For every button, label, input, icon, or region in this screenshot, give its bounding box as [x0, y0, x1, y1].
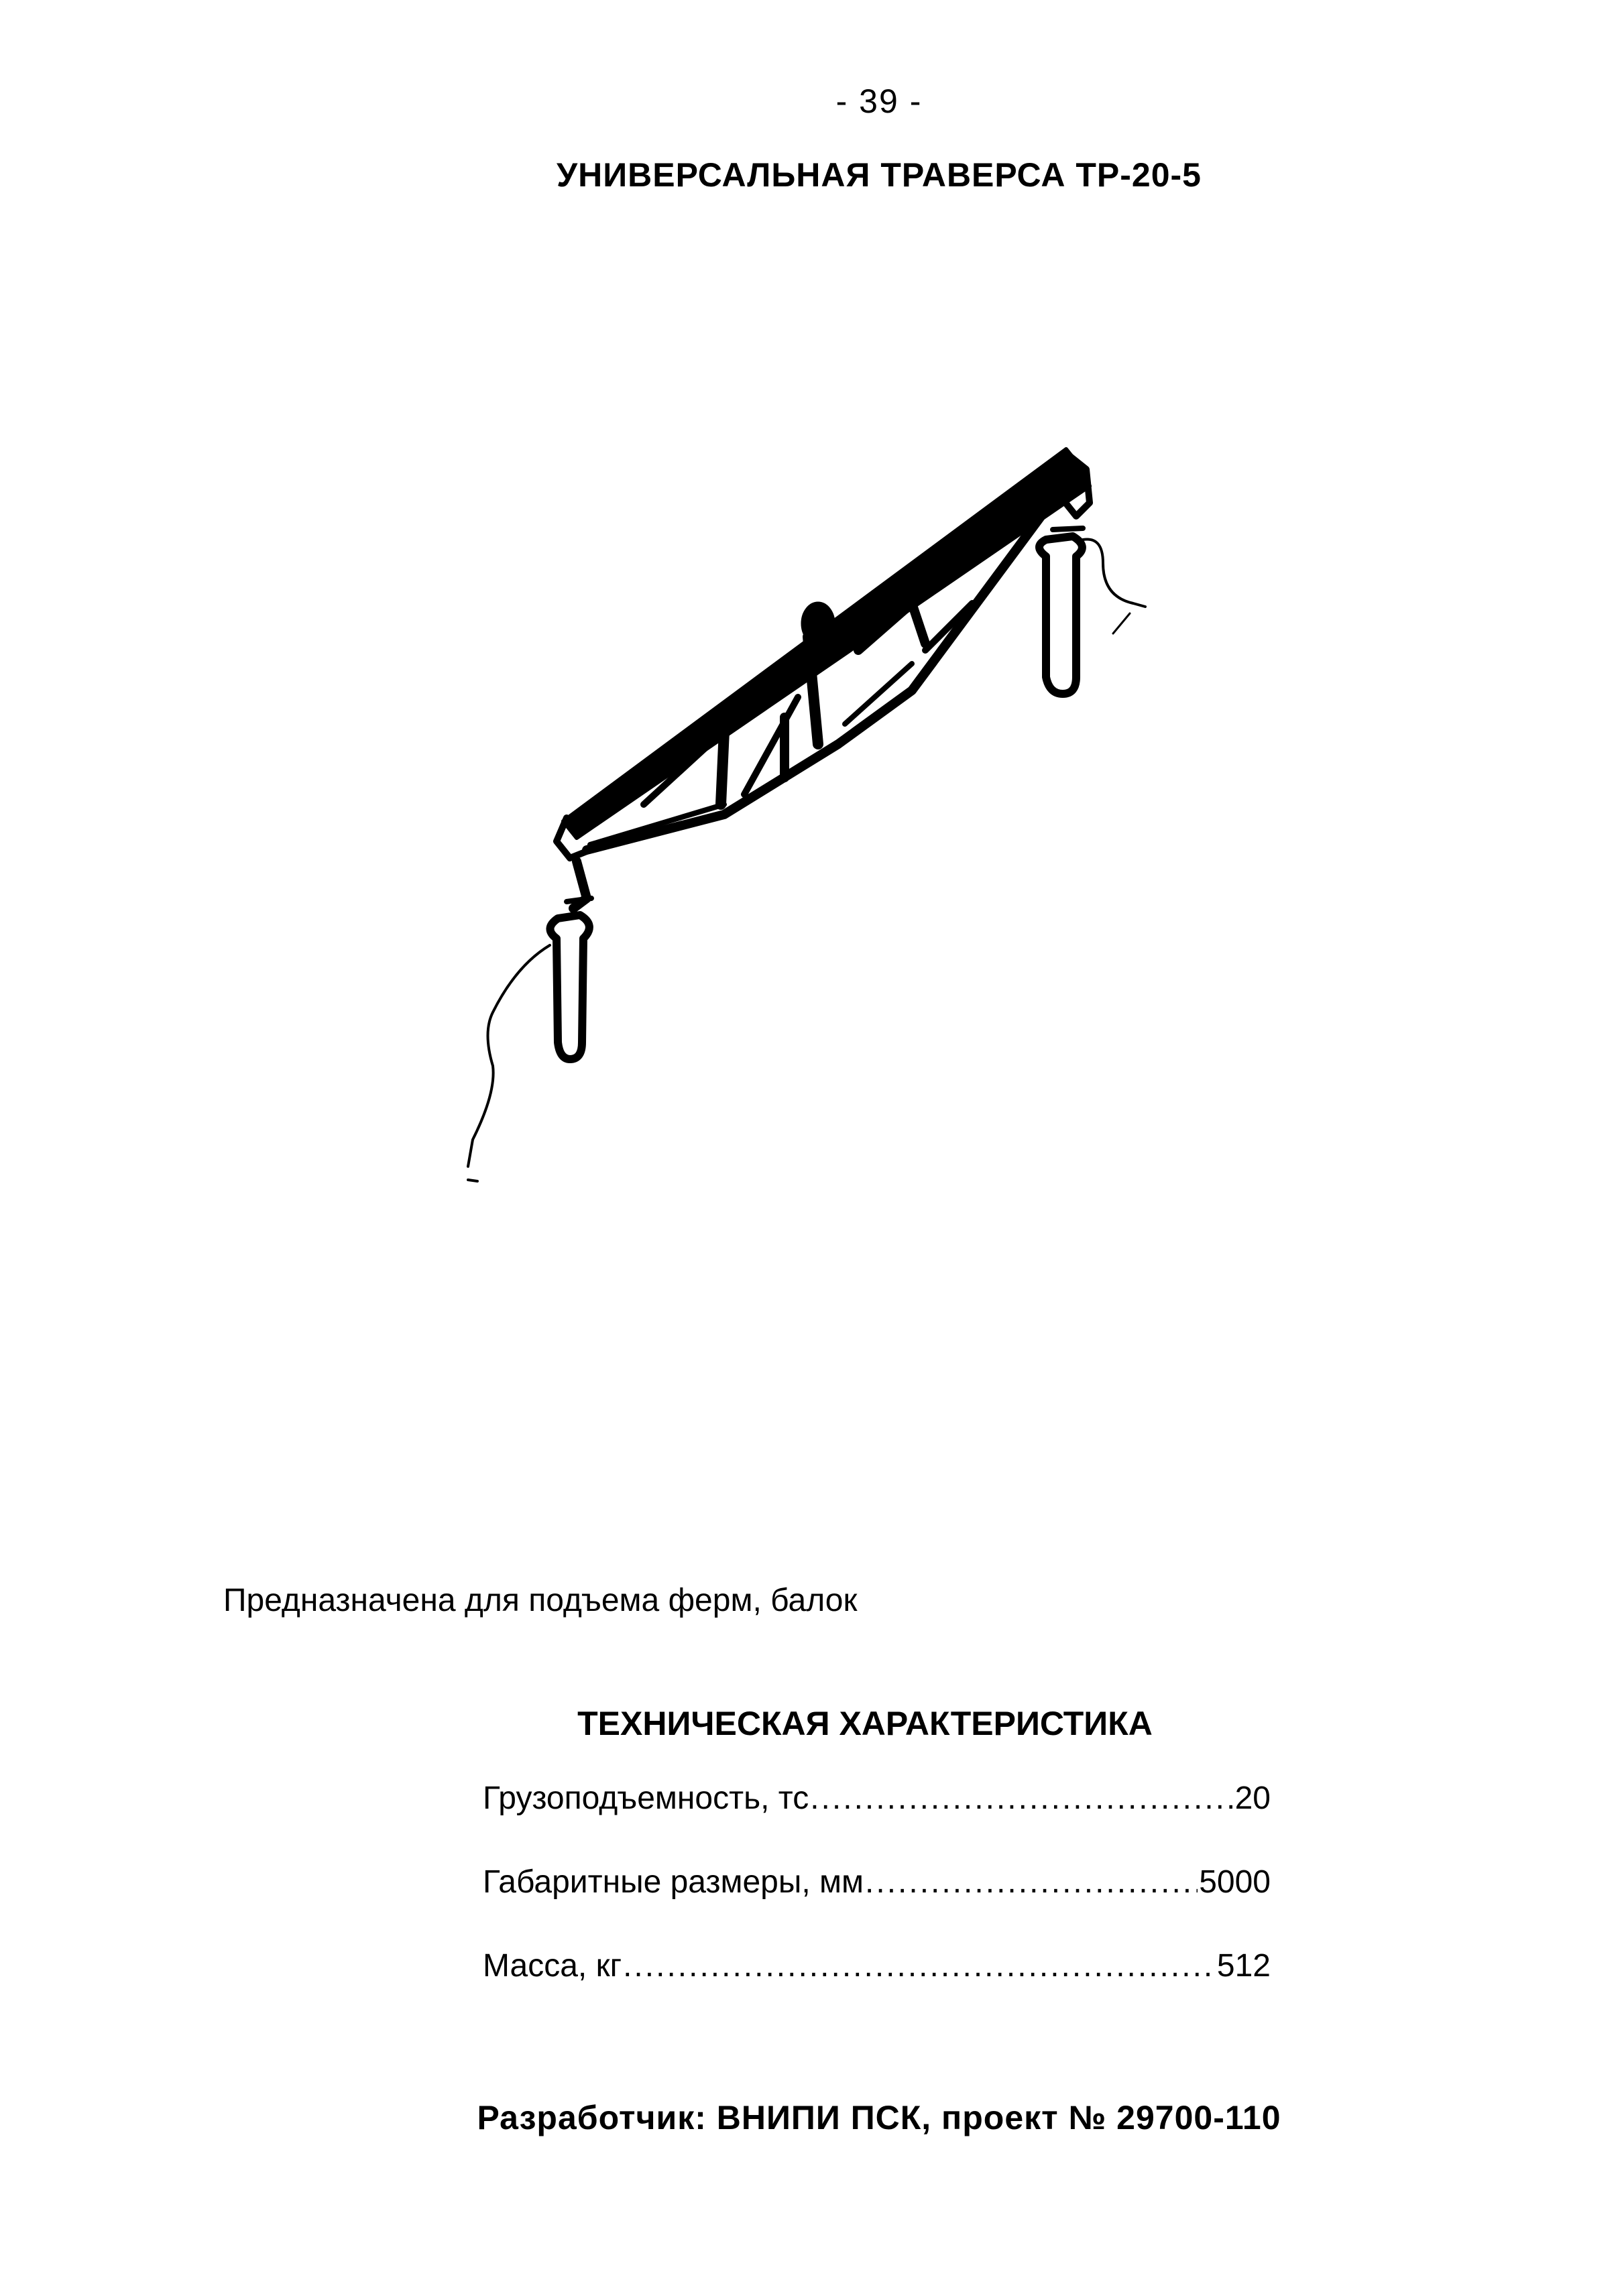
- spec-label: Масса, кг: [483, 1948, 622, 1984]
- spec-value: 5000: [1199, 1864, 1271, 1900]
- purpose-text: Предназначена для подъема ферм, балок: [223, 1583, 858, 1618]
- spec-label: Габаритные размеры, мм: [483, 1864, 864, 1900]
- page-number: - 39 -: [835, 82, 923, 120]
- page-title: УНИВЕРСАЛЬНАЯ ТРАВЕРСА ТР-20-5: [556, 156, 1202, 194]
- right-sling: [1039, 536, 1082, 694]
- spec-label: Грузоподъемность, тс: [483, 1780, 809, 1816]
- spec-value: 512: [1216, 1948, 1271, 1984]
- dot-leader: [623, 1947, 1216, 1984]
- traverse-drawing: [443, 429, 1194, 1200]
- left-rope: [468, 945, 550, 1166]
- spec-row-dimensions: [483, 1864, 1271, 1900]
- dot-leader: [865, 1864, 1198, 1900]
- developer-credit: Разработчик: ВНИПИ ПСК, проект № 29700-110: [477, 2099, 1281, 2136]
- left-sling: [550, 915, 589, 1059]
- spec-row-mass: [483, 1947, 1271, 1984]
- spec-row-capacity: [483, 1780, 1271, 1817]
- spec-value: 20: [1234, 1780, 1271, 1816]
- spec-heading: ТЕХНИЧЕСКАЯ ХАРАКТЕРИСТИКА: [577, 1705, 1153, 1742]
- dot-leader: [810, 1780, 1233, 1817]
- right-rope: [1083, 539, 1145, 607]
- beam-top-chord: [563, 449, 1090, 838]
